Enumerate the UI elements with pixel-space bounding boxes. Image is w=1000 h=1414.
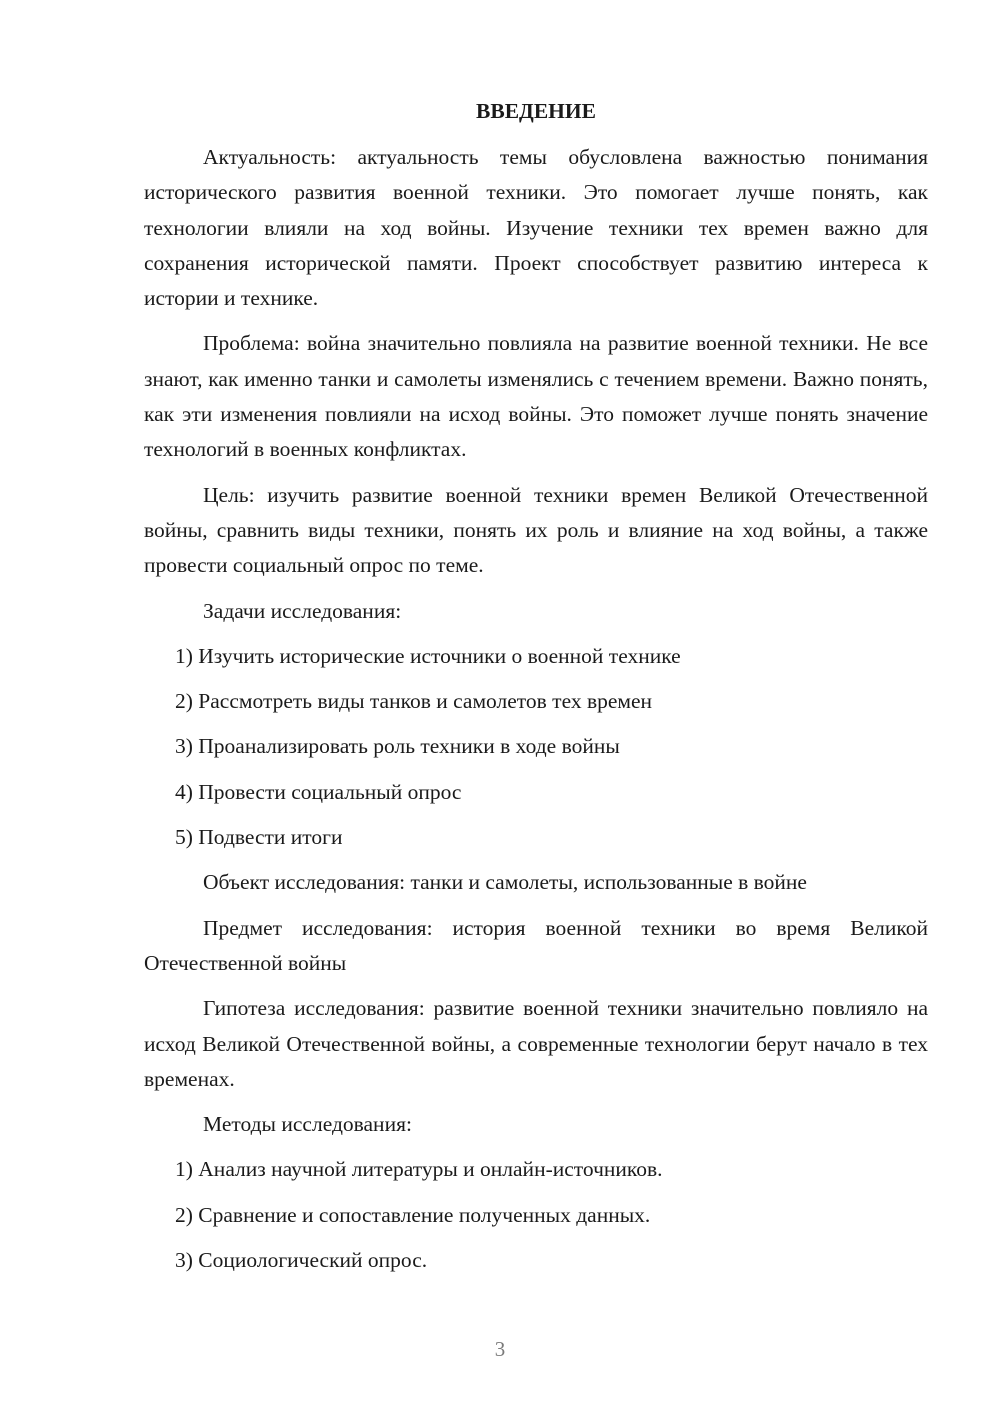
goal-paragraph: Цель: изучить развитие военной техники времен Великой Отечественной войны, сравнить виды техники, понять их роль и влияние на ход войны, а также провести социальный опрос по теме. bbox=[144, 482, 928, 578]
method-item: 1) Анализ научной литературы и онлайн-источников. bbox=[175, 1157, 663, 1182]
task-item: 1) Изучить исторические источники о военной технике bbox=[175, 643, 681, 668]
methods-list bbox=[144, 1152, 928, 1278]
problem-paragraph: Проблема: война значительно повлияла на развитие военной техники. Не все знают, как именно танки и самолеты изменялись с течением времени. Важно понять, как эти изменения повлияли на исход войны. Это поможет лучше понять значение технологий в военных конфликтах. bbox=[144, 331, 928, 462]
subject-paragraph: Предмет исследования: история военной техники во время Великой Отечественной войны bbox=[144, 915, 928, 975]
section-heading: ВВЕДЕНИЕ bbox=[476, 99, 596, 123]
task-item: 3) Проанализировать роль техники в ходе войны bbox=[175, 734, 620, 759]
task-item: 4) Провести социальный опрос bbox=[175, 779, 462, 804]
hypothesis-paragraph: Гипотеза исследования: развитие военной техники значительно повлияло на исход Великой Отечественной войны, а современные технологии берут начало в тех временах. bbox=[144, 996, 928, 1091]
page-number: 3 bbox=[494, 1337, 506, 1361]
object-paragraph: Объект исследования: танки и самолеты, использованные в войне bbox=[203, 870, 807, 895]
method-item: 3) Социологический опрос. bbox=[175, 1248, 428, 1273]
actuality-paragraph: Актуальность: актуальность темы обусловлена важностью понимания исторического развития военной техники. Это помогает лучше понять, как технологии влияли на ход войны. Изучение техники тех времен важно для сохранения исторической памяти. Проект способствует развитию интереса к истории и технике. bbox=[144, 145, 928, 311]
method-item: 2) Сравнение и сопоставление полученных данных. bbox=[175, 1202, 651, 1227]
task-item: 5) Подвести итоги bbox=[175, 825, 343, 850]
methods-title: Методы исследования: bbox=[203, 1112, 412, 1137]
task-item: 2) Рассмотреть виды танков и самолетов тех времен bbox=[175, 689, 653, 714]
tasks-title: Задачи исследования: bbox=[203, 598, 402, 623]
document-page bbox=[144, 96, 928, 1288]
tasks-list bbox=[144, 639, 928, 855]
